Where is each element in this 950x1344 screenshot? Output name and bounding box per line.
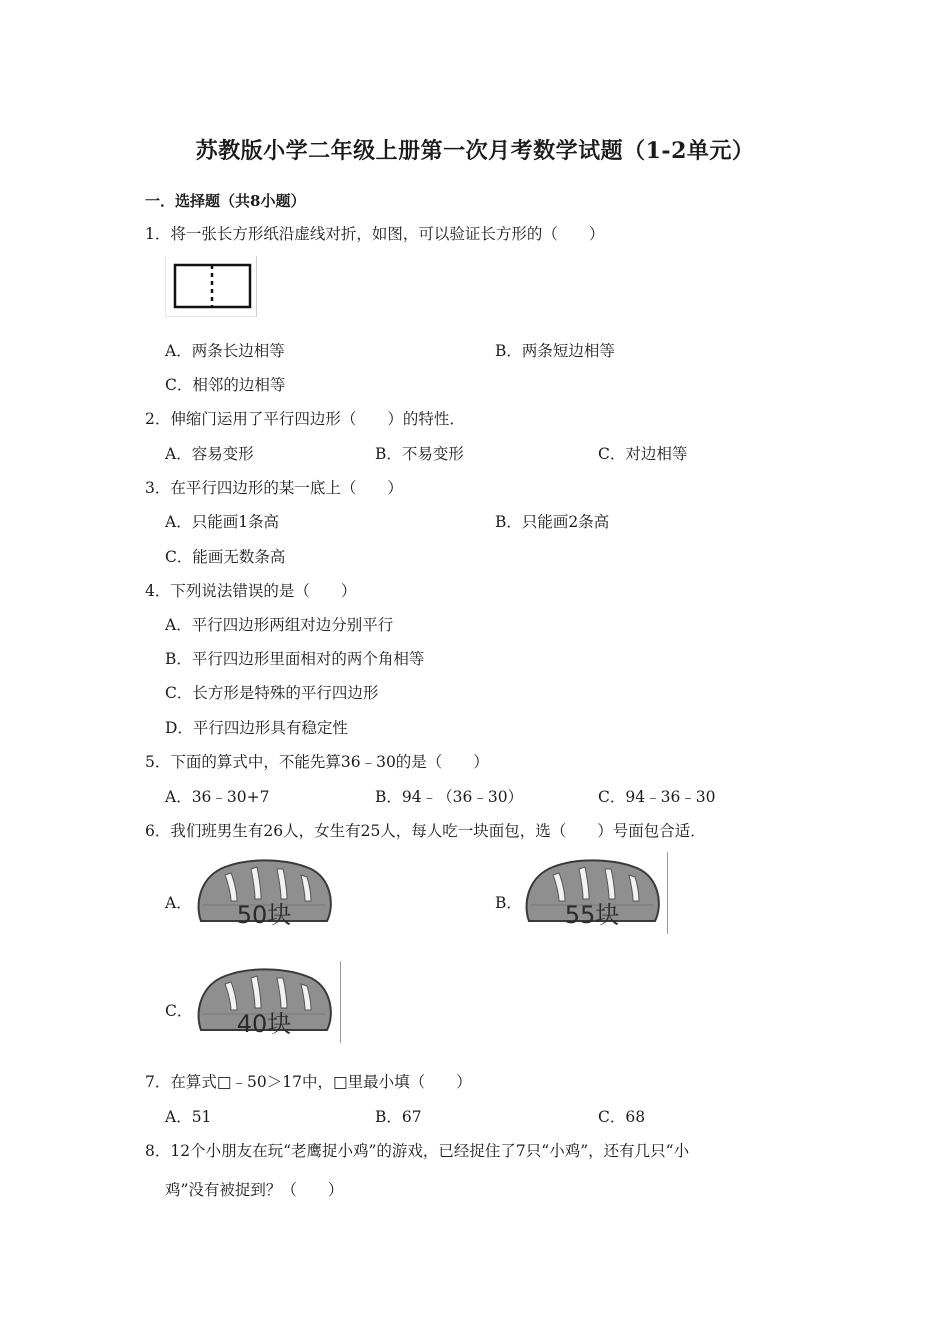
folded-rectangle-figure — [165, 256, 257, 317]
question-1-option-b[interactable]: B．两条短边相等 — [495, 342, 615, 360]
question-1-option-c[interactable]: C．相邻的边相等 — [165, 376, 286, 394]
section-heading: 一．选择题（共8小题） — [145, 192, 306, 210]
question-3-option-c[interactable]: C．能画无数条高 — [165, 548, 286, 566]
bread-a-label: 50块 — [236, 901, 292, 929]
question-8-stem-line1: 8．12个小朋友在玩“老鹰捉小鸡”的游戏，已经捉住了7只“小鸡”，还有几只“小 — [145, 1142, 690, 1160]
question-4-option-c[interactable]: C．长方形是特殊的平行四边形 — [165, 684, 379, 702]
question-2-stem: 2．伸缩门运用了平行四边形（ ）的特性． — [145, 410, 465, 428]
page-title: 苏教版小学二年级上册第一次月考数学试题（1-2单元） — [195, 138, 755, 164]
bread-c-image — [193, 964, 335, 1042]
question-6-stem: 6．我们班男生有26人，女生有25人，每人吃一块面包，选（ ）号面包合适． — [145, 822, 706, 840]
question-2-option-a[interactable]: A．容易变形 — [165, 445, 254, 463]
question-5-stem: 5．下面的算式中，不能先算36﹣30的是（ ） — [145, 753, 489, 771]
question-2-option-c[interactable]: C．对边相等 — [598, 445, 688, 463]
question-1-stem: 1．将一张长方形纸沿虚线对折，如图，可以验证长方形的（ ） — [145, 225, 605, 243]
bread-a-image — [193, 855, 335, 933]
image-border-line — [340, 961, 341, 1043]
question-5-option-b[interactable]: B．94﹣（36﹣30） — [375, 788, 524, 806]
question-3-stem: 3．在平行四边形的某一底上（ ） — [145, 479, 403, 497]
question-5-option-c[interactable]: C．94﹣36﹣30 — [598, 788, 716, 806]
question-4-option-b[interactable]: B．平行四边形里面相对的两个角相等 — [165, 650, 425, 668]
bread-b-image — [521, 855, 663, 933]
image-border-line — [667, 852, 668, 934]
question-7-stem: 7．在算式□﹣50＞17中，□里最小填（ ） — [145, 1073, 472, 1091]
question-4-stem: 4．下列说法错误的是（ ） — [145, 582, 357, 600]
question-6-option-c[interactable]: C． — [165, 1002, 193, 1020]
question-6-option-a[interactable]: A． — [165, 894, 192, 912]
bread-c-label: 40块 — [236, 1010, 292, 1038]
question-5-option-a[interactable]: A．36﹣30+7 — [165, 788, 270, 806]
question-4-option-a[interactable]: A．平行四边形两组对边分别平行 — [165, 616, 394, 634]
question-8-stem-line2: 鸡”没有被捉到？（ ） — [165, 1181, 344, 1199]
question-2-option-b[interactable]: B．不易变形 — [375, 445, 464, 463]
question-7-option-c[interactable]: C．68 — [598, 1108, 646, 1126]
question-4-option-d[interactable]: D．平行四边形具有稳定性 — [165, 719, 348, 737]
question-6-option-b[interactable]: B． — [495, 894, 522, 912]
bread-b-label: 55块 — [564, 901, 620, 929]
question-3-option-a[interactable]: A．只能画1条高 — [165, 513, 280, 531]
question-1-option-a[interactable]: A．两条长边相等 — [165, 342, 285, 360]
question-7-option-b[interactable]: B．67 — [375, 1108, 422, 1126]
question-7-option-a[interactable]: A．51 — [165, 1108, 212, 1126]
question-3-option-b[interactable]: B．只能画2条高 — [495, 513, 610, 531]
